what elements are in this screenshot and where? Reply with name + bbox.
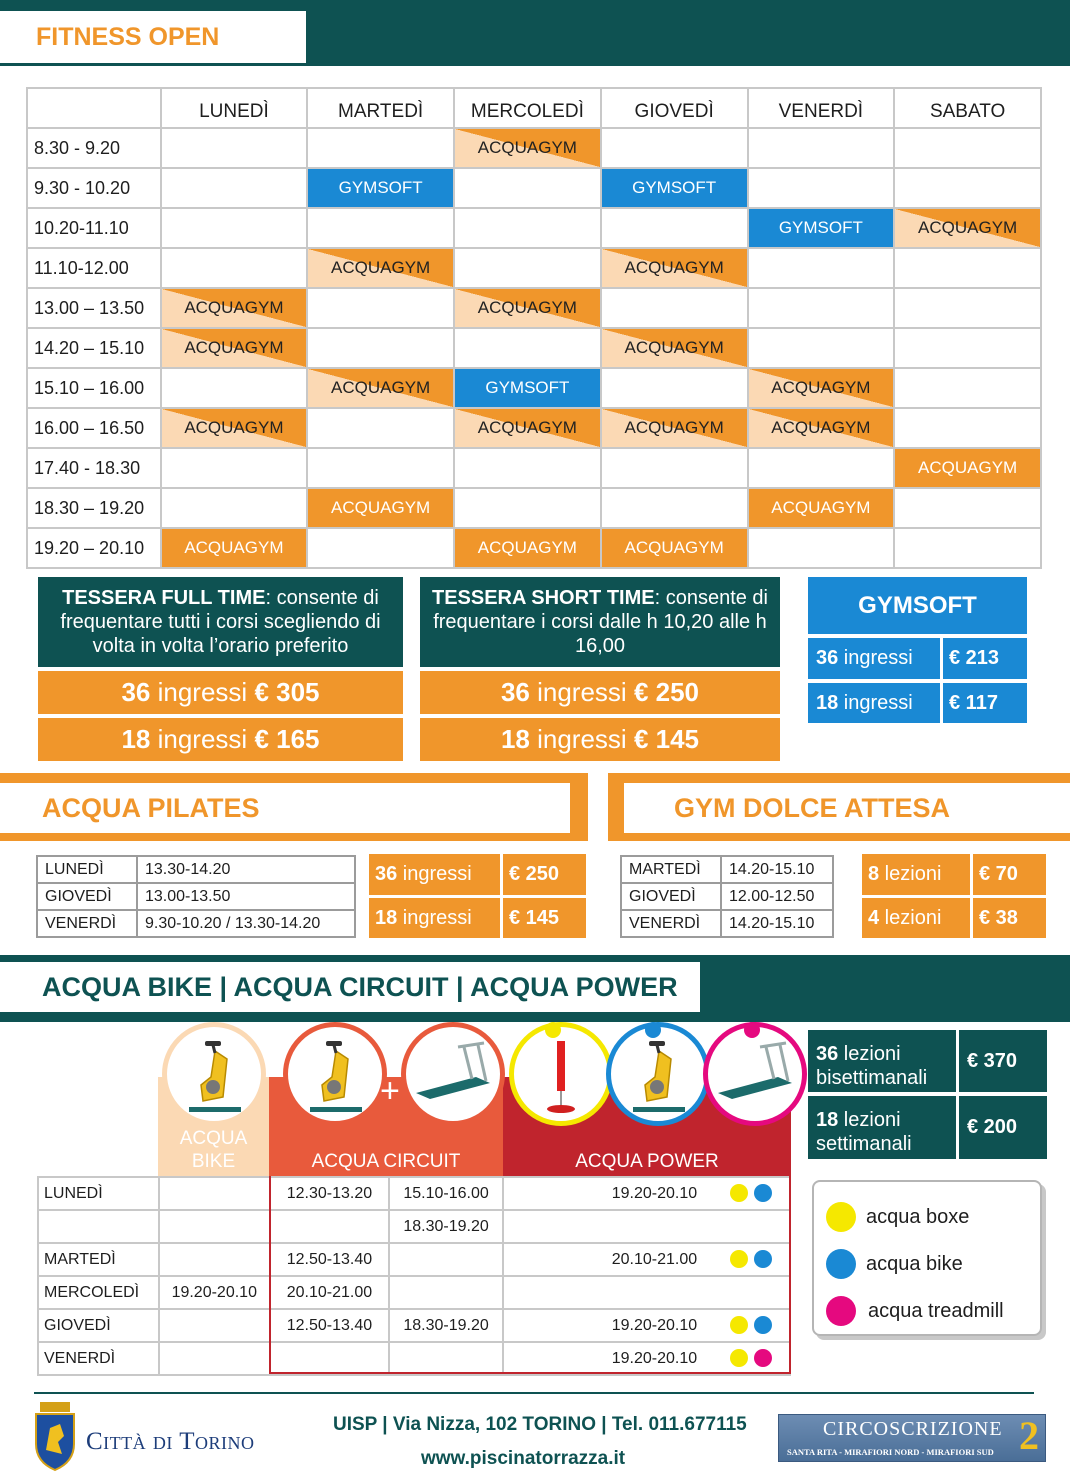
- class-cell-acquagym: ACQUAGYM: [307, 248, 454, 288]
- legend-dot-yellow: [826, 1202, 856, 1232]
- empty-cell: [894, 488, 1041, 528]
- water-boxe-icon: [514, 1027, 608, 1121]
- fitness-schedule-table: [26, 87, 1042, 569]
- full-time-price-36: 36 ingressi € 305: [38, 671, 403, 714]
- power-cell: [503, 1276, 702, 1309]
- bike-cell: [159, 1309, 270, 1342]
- power-cell: 19.20-20.10: [503, 1342, 702, 1375]
- dolce-price-4: 4 lezioni: [862, 898, 970, 938]
- day-header: LUNEDÌ: [161, 88, 308, 128]
- plus-sign: +: [380, 1072, 400, 1110]
- schedule-row: [27, 168, 1041, 208]
- c2-cell: 15.10-16.00: [389, 1177, 503, 1210]
- pilates-schedule-table: [36, 855, 356, 938]
- schedule-row: [38, 1309, 790, 1342]
- fitness-title-box: [0, 11, 306, 63]
- bike-price-36-label: 36 lezioni bisettimanali: [808, 1030, 956, 1092]
- dolce-schedule-table: [620, 855, 834, 938]
- footer-website[interactable]: www.piscinatorrazza.it: [421, 1448, 626, 1469]
- equipment-dot-yellow: [730, 1184, 748, 1202]
- acqua-circuit-column-header: ACQUA CIRCUIT: [269, 1077, 503, 1177]
- circoscrizione-title: CIRCOSCRIZIONE: [823, 1418, 1003, 1440]
- class-cell-acquagym: ACQUAGYM: [601, 408, 748, 448]
- c2-cell: [389, 1342, 503, 1375]
- day-header: MERCOLEDÌ: [454, 88, 601, 128]
- legend-box: [812, 1180, 1042, 1336]
- empty-cell: [601, 288, 748, 328]
- class-cell-acquagym: ACQUAGYM: [454, 128, 601, 168]
- class-cell-acquagym: ACQUAGYM: [601, 248, 748, 288]
- time-cell: 12.00-12.50: [721, 883, 833, 910]
- water-bike-icon: [288, 1027, 382, 1121]
- power-cell: 19.20-20.10: [503, 1177, 702, 1210]
- full-time-bold: TESSERA FULL TIME: [62, 587, 266, 609]
- dot-cyan: [645, 1022, 661, 1038]
- empty-cell: [748, 248, 895, 288]
- empty-cell: [748, 168, 895, 208]
- equipment-dots-cell: [702, 1342, 790, 1375]
- empty-cell: [161, 208, 308, 248]
- c2-cell: [389, 1276, 503, 1309]
- schedule-row: [38, 1342, 790, 1375]
- gymsoft-price-36: € 213: [943, 638, 1027, 679]
- empty-cell: [894, 408, 1041, 448]
- time-slot: 15.10 – 16.00: [27, 368, 161, 408]
- empty-cell: [748, 288, 895, 328]
- schedule-row: [37, 856, 355, 883]
- schedule-row: [27, 408, 1041, 448]
- day-cell: MERCOLEDÌ: [38, 1276, 159, 1309]
- class-cell-acquagym: ACQUAGYM: [601, 528, 748, 568]
- day-cell: VENERDÌ: [38, 1342, 159, 1375]
- short-time-bold: TESSERA SHORT TIME: [431, 587, 655, 609]
- empty-cell: [894, 128, 1041, 168]
- legend-item: acqua treadmill: [826, 1296, 1004, 1326]
- class-cell-gymsoft: GYMSOFT: [748, 208, 895, 248]
- time-cell: 14.20-15.10: [721, 856, 833, 883]
- c1-cell: [270, 1342, 390, 1375]
- time-cell: 13.00-13.50: [137, 883, 355, 910]
- gymsoft-row-36: 36 ingressi: [808, 638, 940, 679]
- empty-cell: [161, 128, 308, 168]
- time-slot: 17.40 - 18.30: [27, 448, 161, 488]
- pilates-price-36-value: € 250: [503, 854, 586, 895]
- empty-cell: [601, 368, 748, 408]
- schedule-row: [27, 528, 1041, 568]
- equipment-dot-magenta: [754, 1349, 772, 1367]
- empty-cell: [601, 488, 748, 528]
- empty-cell: [307, 448, 454, 488]
- equipment-dot-cyan: [754, 1250, 772, 1268]
- empty-cell: [894, 248, 1041, 288]
- time-cell: 14.20-15.10: [721, 910, 833, 937]
- empty-cell: [307, 408, 454, 448]
- circuit-bike-circle: [283, 1022, 387, 1126]
- day-cell: GIOVEDÌ: [37, 883, 137, 910]
- legend-dot-cyan: [826, 1249, 856, 1279]
- schedule-row: [27, 328, 1041, 368]
- day-header: GIOVEDÌ: [601, 88, 748, 128]
- dolce-title: GYM DOLCE ATTESA: [674, 792, 950, 823]
- day-cell: LUNEDÌ: [38, 1177, 159, 1210]
- empty-cell: [748, 528, 895, 568]
- empty-cell: [748, 128, 895, 168]
- city-name: Città di Torino: [86, 1428, 255, 1455]
- class-cell-acquagym: ACQUAGYM: [307, 368, 454, 408]
- empty-cell: [601, 208, 748, 248]
- c2-cell: 18.30-19.20: [389, 1309, 503, 1342]
- schedule-row: [27, 208, 1041, 248]
- class-cell-acquagym: ACQUAGYM: [454, 528, 601, 568]
- class-cell-gymsoft: GYMSOFT: [307, 168, 454, 208]
- bike-circle: [162, 1022, 266, 1126]
- schedule-row: [37, 883, 355, 910]
- power-boxe-circle: [509, 1022, 613, 1126]
- circoscrizione-subtitle: SANTA RITA - MIRAFIORI NORD - MIRAFIORI SUD: [787, 1447, 994, 1457]
- fitness-title: FITNESS OPEN: [36, 22, 220, 51]
- equipment-dots-cell: [702, 1210, 790, 1243]
- time-slot: 18.30 – 19.20: [27, 488, 161, 528]
- short-time-desc: : consente di frequentare i corsi dalle h 10,20 alle h 16,00: [433, 587, 769, 657]
- dot-magenta: [744, 1022, 760, 1038]
- legend-dot-magenta: [826, 1296, 856, 1326]
- pilates-price-18: 18 ingressi: [369, 898, 500, 938]
- dolce-price-8-value: € 70: [973, 854, 1046, 895]
- gymsoft-price-18: € 117: [943, 683, 1027, 723]
- time-slot: 9.30 - 10.20: [27, 168, 161, 208]
- gymsoft-card-title: GYMSOFT: [808, 577, 1027, 634]
- torino-coat-of-arms-icon: [30, 1400, 80, 1472]
- time-slot: 14.20 – 15.10: [27, 328, 161, 368]
- bike-title: ACQUA BIKE | ACQUA CIRCUIT | ACQUA POWER: [42, 971, 678, 1002]
- empty-cell: [307, 528, 454, 568]
- schedule-row: [38, 1210, 790, 1243]
- class-cell-acquagym: ACQUAGYM: [894, 448, 1041, 488]
- water-bike-icon: [611, 1027, 705, 1121]
- bike-price-36-value: € 370: [959, 1030, 1047, 1092]
- empty-cell: [748, 328, 895, 368]
- class-cell-acquagym: ACQUAGYM: [601, 328, 748, 368]
- class-cell-acquagym: ACQUAGYM: [454, 288, 601, 328]
- pilates-title: ACQUA PILATES: [42, 792, 260, 823]
- bike-price-18-value: € 200: [959, 1096, 1047, 1159]
- circoscrizione-number: 2: [1019, 1413, 1039, 1458]
- class-cell-acquagym: ACQUAGYM: [748, 408, 895, 448]
- class-cell-acquagym: ACQUAGYM: [454, 408, 601, 448]
- schedule-header-row: [27, 88, 1041, 128]
- empty-cell: [307, 288, 454, 328]
- equipment-dots-cell: [702, 1177, 790, 1210]
- equipment-dot-yellow: [730, 1349, 748, 1367]
- water-bike-icon: [167, 1027, 261, 1121]
- acqua-bike-column-header: ACQUA BIKE: [158, 1077, 269, 1177]
- bike-title-box: [0, 962, 700, 1012]
- equipment-dots-cell: [702, 1276, 790, 1309]
- bike-schedule-table: [37, 1176, 791, 1376]
- pilates-price-18-value: € 145: [503, 898, 586, 938]
- day-cell: VENERDÌ: [37, 910, 137, 937]
- c2-cell: [389, 1243, 503, 1276]
- acqua-power-column-header: ACQUA POWER: [503, 1077, 791, 1177]
- water-treadmill-icon: [406, 1027, 500, 1121]
- gymsoft-row-18: 18 ingressi: [808, 683, 940, 723]
- schedule-row: [27, 448, 1041, 488]
- c1-cell: 12.50-13.40: [270, 1243, 390, 1276]
- empty-cell: [894, 168, 1041, 208]
- class-cell-acquagym: ACQUAGYM: [894, 208, 1041, 248]
- power-bike-circle: [606, 1022, 710, 1126]
- empty-cell: [454, 248, 601, 288]
- empty-cell: [601, 128, 748, 168]
- bike-price-18-label: 18 lezioni settimanali: [808, 1096, 956, 1159]
- time-slot: 8.30 - 9.20: [27, 128, 161, 168]
- full-time-price-18: 18 ingressi € 165: [38, 718, 403, 761]
- day-cell: GIOVEDÌ: [621, 883, 721, 910]
- schedule-row: [621, 910, 833, 937]
- schedule-row: [621, 856, 833, 883]
- circuit-treadmill-circle: [401, 1022, 505, 1126]
- schedule-row: [38, 1276, 790, 1309]
- time-slot: 19.20 – 20.10: [27, 528, 161, 568]
- power-cell: 20.10-21.00: [503, 1243, 702, 1276]
- day-cell: MARTEDÌ: [38, 1243, 159, 1276]
- equipment-dot-yellow: [730, 1250, 748, 1268]
- empty-cell: [894, 368, 1041, 408]
- c1-cell: 12.50-13.40: [270, 1309, 390, 1342]
- c1-cell: [270, 1210, 390, 1243]
- class-cell-gymsoft: GYMSOFT: [601, 168, 748, 208]
- dot-yellow: [545, 1022, 561, 1038]
- empty-cell: [894, 288, 1041, 328]
- day-cell: LUNEDÌ: [37, 856, 137, 883]
- day-cell: GIOVEDÌ: [38, 1309, 159, 1342]
- legend-item: acqua boxe: [826, 1202, 969, 1232]
- schedule-row: [27, 368, 1041, 408]
- class-cell-acquagym: ACQUAGYM: [161, 288, 308, 328]
- empty-cell: [161, 248, 308, 288]
- empty-cell: [894, 528, 1041, 568]
- time-cell: 13.30-14.20: [137, 856, 355, 883]
- empty-cell: [894, 328, 1041, 368]
- empty-cell: [161, 448, 308, 488]
- circoscrizione-logo: [778, 1414, 1046, 1462]
- class-cell-acquagym: ACQUAGYM: [748, 488, 895, 528]
- time-cell: 9.30-10.20 / 13.30-14.20: [137, 910, 355, 937]
- bike-cell: [159, 1210, 270, 1243]
- c1-cell: 12.30-13.20: [270, 1177, 390, 1210]
- bike-cell: [159, 1342, 270, 1375]
- schedule-row: [27, 488, 1041, 528]
- short-time-price-36: 36 ingressi € 250: [420, 671, 780, 714]
- schedule-row: [37, 910, 355, 937]
- schedule-row: [27, 128, 1041, 168]
- empty-cell: [601, 448, 748, 488]
- day-cell: MARTEDÌ: [621, 856, 721, 883]
- power-cell: [503, 1210, 702, 1243]
- class-cell-acquagym: ACQUAGYM: [161, 408, 308, 448]
- schedule-row: [38, 1243, 790, 1276]
- empty-cell: [161, 368, 308, 408]
- empty-cell: [307, 328, 454, 368]
- dolce-title-box: [624, 783, 1070, 833]
- legend-item: acqua bike: [826, 1249, 963, 1279]
- time-slot: 13.00 – 13.50: [27, 288, 161, 328]
- empty-cell: [748, 448, 895, 488]
- empty-cell: [307, 208, 454, 248]
- equipment-dot-cyan: [754, 1316, 772, 1334]
- pilates-title-box: [0, 783, 570, 833]
- c2-cell: 18.30-19.20: [389, 1210, 503, 1243]
- bike-cell: 19.20-20.10: [159, 1276, 270, 1309]
- full-time-card-title: [38, 577, 403, 667]
- day-header: VENERDÌ: [748, 88, 895, 128]
- equipment-dot-cyan: [754, 1184, 772, 1202]
- day-cell: [38, 1210, 159, 1243]
- bike-cell: [159, 1177, 270, 1210]
- footer-address: UISP | Via Nizza, 102 TORINO | Tel. 011.677115: [333, 1414, 747, 1435]
- empty-cell: [454, 168, 601, 208]
- water-treadmill-icon: [708, 1027, 802, 1121]
- corner-cell: [27, 88, 161, 128]
- day-header: MARTEDÌ: [307, 88, 454, 128]
- class-cell-acquagym: ACQUAGYM: [307, 488, 454, 528]
- empty-cell: [454, 448, 601, 488]
- empty-cell: [454, 208, 601, 248]
- class-cell-gymsoft: GYMSOFT: [454, 368, 601, 408]
- empty-cell: [307, 128, 454, 168]
- day-header: SABATO: [894, 88, 1041, 128]
- full-time-desc: : consente di frequentare tutti i corsi scegliendo di volta in volta l’orario preferito: [60, 587, 381, 657]
- schedule-row: [27, 248, 1041, 288]
- bike-cell: [159, 1243, 270, 1276]
- dolce-price-4-value: € 38: [973, 898, 1046, 938]
- class-cell-acquagym: ACQUAGYM: [161, 328, 308, 368]
- time-slot: 16.00 – 16.50: [27, 408, 161, 448]
- short-time-card-title: [420, 577, 780, 667]
- dolce-price-8: 8 lezioni: [862, 854, 970, 895]
- equipment-dot-yellow: [730, 1316, 748, 1334]
- short-time-price-18: 18 ingressi € 145: [420, 718, 780, 761]
- schedule-row: [38, 1177, 790, 1210]
- equipment-dots-cell: [702, 1243, 790, 1276]
- class-cell-acquagym: ACQUAGYM: [748, 368, 895, 408]
- footer-divider: [34, 1392, 1034, 1394]
- empty-cell: [454, 328, 601, 368]
- c1-cell: 20.10-21.00: [270, 1276, 390, 1309]
- time-slot: 10.20-11.10: [27, 208, 161, 248]
- empty-cell: [454, 488, 601, 528]
- empty-cell: [161, 488, 308, 528]
- pilates-price-36: 36 ingressi: [369, 854, 500, 895]
- day-cell: VENERDÌ: [621, 910, 721, 937]
- schedule-row: [621, 883, 833, 910]
- equipment-dots-cell: [702, 1309, 790, 1342]
- power-cell: 19.20-20.10: [503, 1309, 702, 1342]
- power-treadmill-circle: [703, 1022, 807, 1126]
- time-slot: 11.10-12.00: [27, 248, 161, 288]
- class-cell-acquagym: ACQUAGYM: [161, 528, 308, 568]
- schedule-row: [27, 288, 1041, 328]
- empty-cell: [161, 168, 308, 208]
